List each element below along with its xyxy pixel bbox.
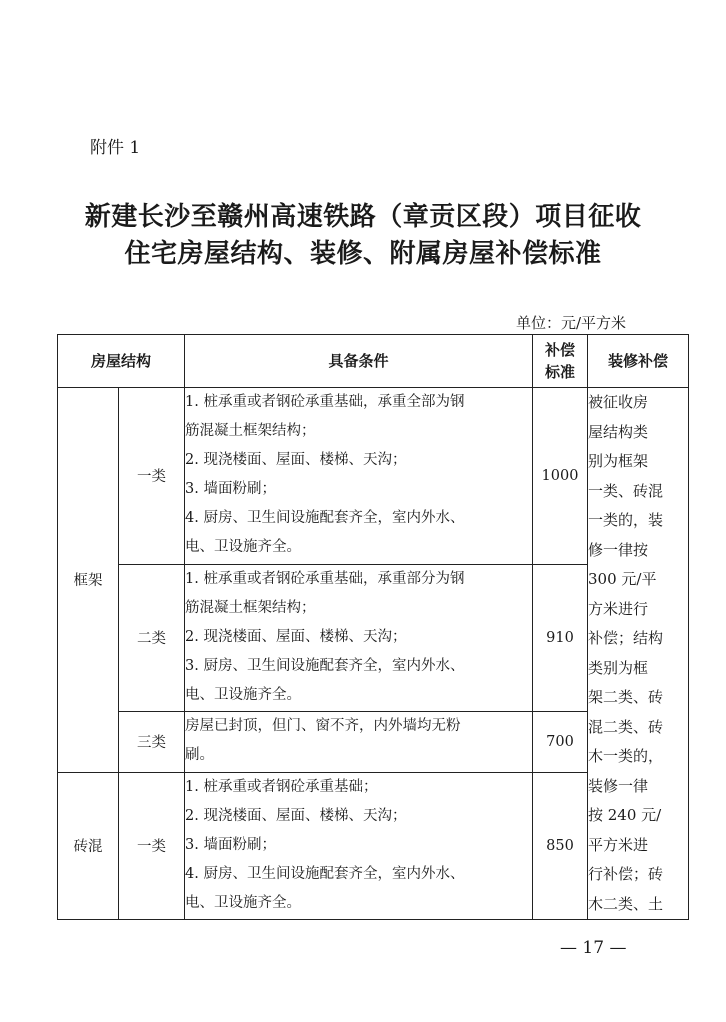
attachment-label: 附件 1 bbox=[90, 138, 141, 158]
document-title-line-1: 新建长沙至赣州高速铁路（章贡区段）项目征收 bbox=[84, 202, 642, 232]
decoration-line: 方米进行 bbox=[588, 599, 649, 618]
header-structure: 房屋结构 bbox=[58, 335, 185, 388]
header-decoration: 装修补偿 bbox=[588, 335, 689, 388]
condition-line: 3. 墙面粉刷； bbox=[185, 836, 276, 853]
condition-line: 3. 墙面粉刷； bbox=[185, 481, 276, 497]
standard-cell: 850 bbox=[533, 772, 588, 919]
table-header-row bbox=[58, 335, 689, 388]
header-standard-line-1: 补偿 bbox=[544, 341, 575, 359]
conditions-cell bbox=[185, 388, 533, 565]
unit-label: 单位：元/平方米 bbox=[516, 314, 627, 332]
decoration-line: 按 240 元/ bbox=[588, 806, 662, 824]
decoration-line: 木一类的， bbox=[588, 747, 664, 765]
table-row bbox=[58, 388, 689, 565]
condition-line: 2. 现浇楼面、屋面、楼梯、天沟； bbox=[185, 452, 407, 468]
decoration-line: 被征收房 bbox=[588, 393, 649, 411]
decoration-line: 一类的，装 bbox=[588, 511, 664, 529]
category-cell: 三类 bbox=[119, 712, 185, 773]
standard-cell: 1000 bbox=[533, 388, 588, 565]
standard-cell: 910 bbox=[533, 564, 588, 711]
page-number: — 17 — bbox=[560, 938, 627, 958]
document-title-line-2: 住宅房屋结构、装修、附属房屋补偿标准 bbox=[124, 239, 602, 269]
condition-line: 2. 现浇楼面、屋面、楼梯、天沟； bbox=[185, 628, 407, 645]
condition-line: 1. 桩承重或者钢砼承重基础，承重全部为钢 bbox=[185, 394, 465, 410]
decoration-line: 行补偿；砖 bbox=[588, 865, 664, 883]
decoration-cell bbox=[588, 388, 689, 920]
category-cell: 二类 bbox=[119, 564, 185, 711]
condition-line: 电、卫设施齐全。 bbox=[185, 686, 301, 703]
header-standard-line-2: 标准 bbox=[544, 363, 575, 381]
condition-line: 电、卫设施齐全。 bbox=[185, 894, 301, 911]
condition-line: 1. 桩承重或者钢砼承重基础，承重部分为钢 bbox=[185, 570, 465, 587]
condition-line: 电、卫设施齐全。 bbox=[185, 539, 301, 555]
decoration-line: 屋结构类 bbox=[588, 422, 649, 441]
group-frame: 框架 bbox=[58, 388, 119, 773]
decoration-line: 类别为框 bbox=[588, 658, 649, 677]
decoration-line: 架二类、砖 bbox=[588, 688, 664, 706]
decoration-line: 补偿；结构 bbox=[588, 629, 664, 647]
condition-line: 4. 厨房、卫生间设施配套齐全，室内外水、 bbox=[185, 510, 465, 526]
decoration-line: 一类、砖混 bbox=[588, 481, 664, 500]
decoration-line: 混二类、砖 bbox=[588, 717, 664, 736]
decoration-line: 别为框架 bbox=[588, 452, 649, 470]
conditions-cell bbox=[185, 564, 533, 711]
header-conditions: 具备条件 bbox=[185, 335, 533, 388]
decoration-line: 平方米进 bbox=[588, 835, 649, 854]
category-cell: 一类 bbox=[119, 772, 185, 919]
header-standard bbox=[533, 335, 588, 388]
decoration-line: 修一律按 bbox=[588, 540, 649, 559]
condition-line: 筋混凝土框架结构； bbox=[185, 599, 316, 616]
condition-line: 1. 桩承重或者钢砼承重基础； bbox=[185, 778, 378, 795]
conditions-cell bbox=[185, 772, 533, 919]
condition-line: 4. 厨房、卫生间设施配套齐全，室内外水、 bbox=[185, 865, 465, 882]
condition-line: 3. 厨房、卫生间设施配套齐全，室内外水、 bbox=[185, 657, 465, 674]
conditions-cell bbox=[185, 712, 533, 773]
standard-cell: 700 bbox=[533, 712, 588, 773]
decoration-line: 装修一律 bbox=[588, 776, 649, 795]
category-cell: 一类 bbox=[119, 388, 185, 565]
condition-line: 刷。 bbox=[185, 747, 214, 764]
condition-line: 房屋已封顶，但门、窗不齐，内外墙均无粉 bbox=[185, 718, 461, 735]
condition-line: 2. 现浇楼面、屋面、楼梯、天沟； bbox=[185, 807, 407, 824]
decoration-line: 300 元/平 bbox=[588, 570, 657, 588]
condition-line: 筋混凝土框架结构； bbox=[185, 423, 316, 439]
group-brick: 砖混 bbox=[58, 772, 119, 919]
decoration-line: 木二类、土 bbox=[588, 894, 664, 913]
compensation-table bbox=[57, 334, 689, 920]
